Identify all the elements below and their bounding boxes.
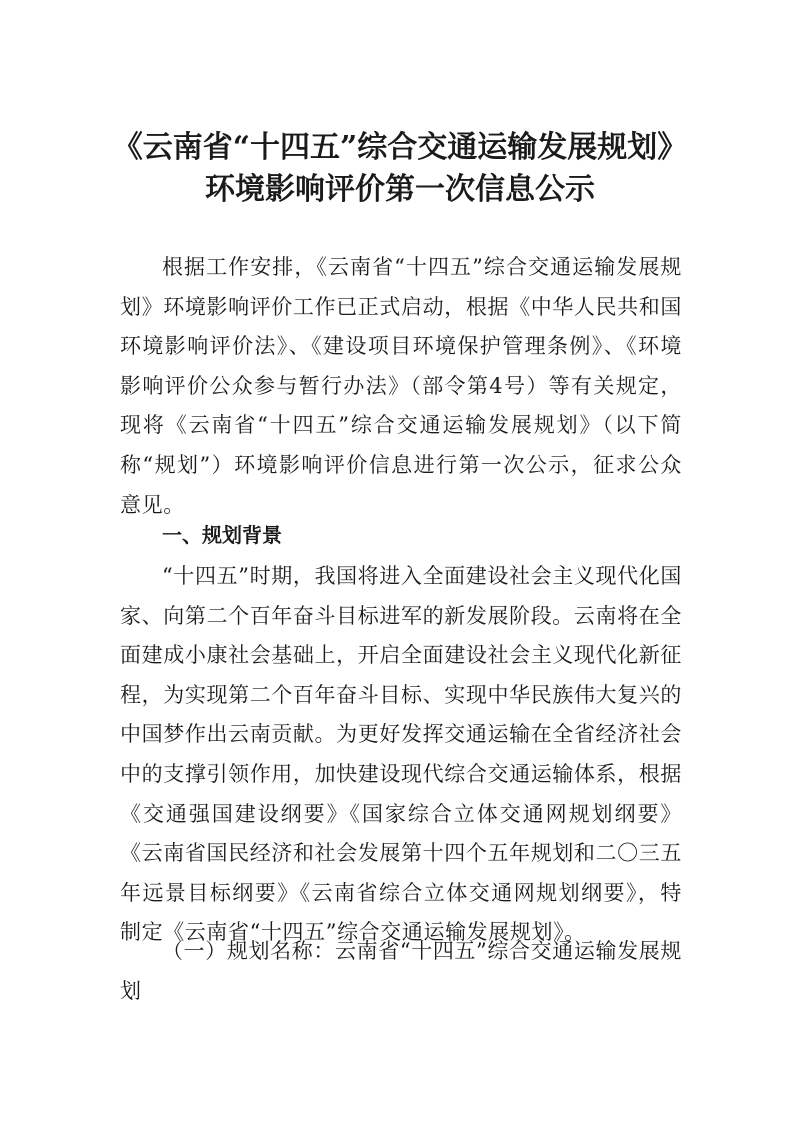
document-title-line1: 《云南省“十四五”综合交通运输发展规划》	[112, 130, 688, 165]
intro-paragraph-text: 根据工作安排，《云南省“十四五”综合交通运输发展规划》环境影响评价工作已正式启动，根据《中华人民共和国环境影响评价法》、《建设项目环境保护管理条例》、《环境影响评价公众参与暂行办法》（部令第4号）等有关规定，现将《云南省“十四五”综合交通运输发展规划》（以下简称“规划”）环境影响评价信息进行第一次公示，征求公众意见。	[120, 255, 682, 517]
intro-paragraph	[120, 248, 682, 525]
document-title-line2: 环境影响评价第一次信息公示	[205, 172, 595, 207]
section-heading-background: 一、规划背景	[162, 523, 282, 547]
plan-name-paragraph	[120, 932, 682, 1011]
background-paragraph	[120, 557, 682, 953]
background-paragraph-text: “十四五”时期，我国将进入全面建设社会主义现代化国家、向第二个百年奋斗目标进军的新发展阶段。云南将在全面建成小康社会基础上，开启全面建设社会主义现代化新征程，为实现第二个百年奋斗目标、实现中华民族伟大复兴的中国梦作出云南贡献。为更好发挥交通运输在全省经济社会中的支撑引领作用，加快建设现代综合交通运输体系，根据《交通强国建设纲要》《国家综合立体交通网规划纲要》《云南省国民经济和社会发展第十四个五年规划和二〇三五年远景目标纲要》《云南省综合立体交通网规划纲要》，特制定《云南省“十四五”综合交通运输发展规划》。	[120, 564, 682, 945]
plan-name-paragraph-text: （一）规划名称：云南省“十四五”综合交通运输发展规划	[120, 939, 682, 1003]
